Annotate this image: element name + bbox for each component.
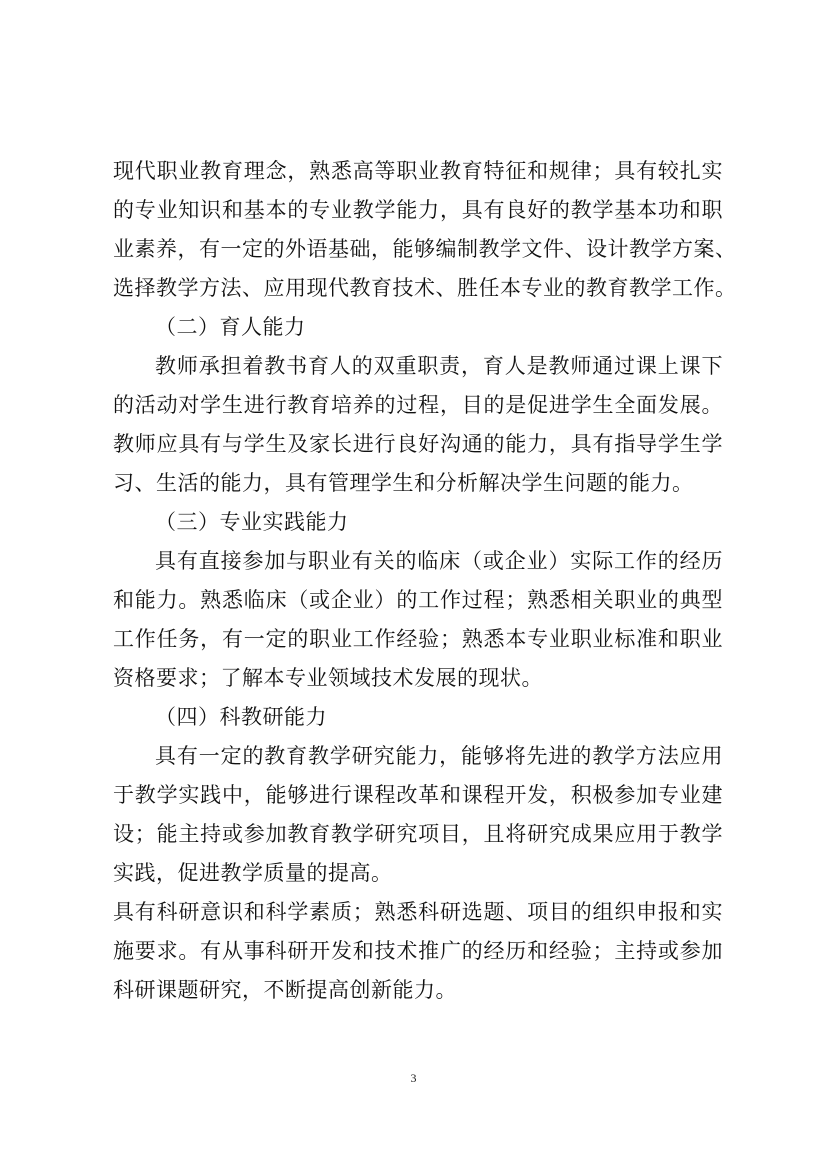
body-text-line: 习、生活的能力，具有管理学生和分析解决学生问题的能力。 [113, 471, 694, 495]
body-text-line: 和能力。熟悉临床（或企业）的工作过程；熟悉相关职业的典型 [113, 588, 723, 612]
body-text-line: 的活动对学生进行教育培养的过程，目的是促进学生全面发展。 [113, 393, 723, 417]
body-text-line: 工作任务，有一定的职业工作经验；熟悉本专业职业标准和职业 [113, 627, 723, 651]
body-text-line: 于教学实践中，能够进行课程改革和课程开发，积极参加专业建 [113, 783, 723, 807]
body-text-line: 具有直接参加与职业有关的临床（或企业）实际工作的经历 [155, 549, 723, 573]
body-text-line: 教师应具有与学生及家长进行良好沟通的能力，具有指导学生学 [113, 432, 723, 456]
body-text-line: 业素养，有一定的外语基础，能够编制教学文件、设计教学方案、 [113, 237, 737, 261]
body-text-line: 的专业知识和基本的专业教学能力，具有良好的教学基本功和职 [113, 198, 723, 222]
body-text-line: 设；能主持或参加教育教学研究项目，且将研究成果应用于教学 [113, 822, 723, 846]
body-text-line: 具有一定的教育教学研究能力，能够将先进的教学方法应用 [155, 744, 723, 768]
body-text-line: 具有科研意识和科学素质；熟悉科研选题、项目的组织申报和实 [113, 900, 723, 924]
section-heading-2: （二）育人能力 [155, 315, 306, 339]
body-text-line: 资格要求；了解本专业领域技术发展的现状。 [113, 666, 543, 690]
section-heading-4: （四）科教研能力 [155, 705, 327, 729]
body-text-line: 教师承担着教书育人的双重职责，育人是教师通过课上课下 [155, 354, 723, 378]
section-heading-3: （三）专业实践能力 [155, 510, 349, 534]
body-text-line: 施要求。有从事科研开发和技术推广的经历和经验；主持或参加 [113, 939, 723, 963]
page-number: 3 [410, 1071, 417, 1085]
body-text-line: 现代职业教育理念，熟悉高等职业教育特征和规律；具有较扎实 [113, 159, 723, 183]
body-text-line: 选择教学方法、应用现代教育技术、胜任本专业的教育教学工作。 [113, 276, 737, 300]
body-text-line: 实践，促进教学质量的提高。 [113, 861, 393, 885]
body-text-line: 科研课题研究，不断提高创新能力。 [113, 978, 457, 1002]
